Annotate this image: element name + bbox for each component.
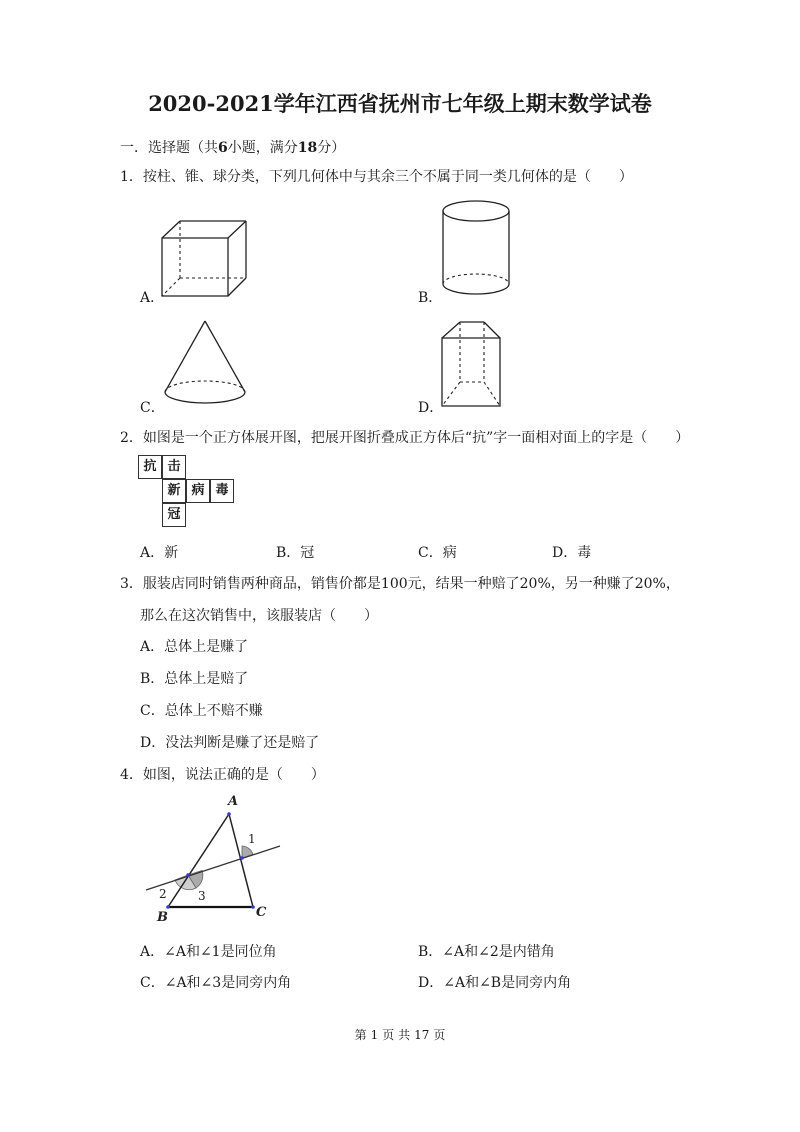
vertex-label-b: B	[157, 910, 168, 925]
question-2-option-a: A．新	[140, 545, 179, 561]
footer-pre: 第	[354, 1028, 367, 1042]
question-4-option-c: C．∠A和∠3是同旁内角	[140, 975, 292, 991]
net-cell-du: 毒	[210, 479, 234, 503]
net-cell-bing: 病	[186, 479, 210, 503]
section-count: 6	[218, 140, 228, 156]
triangle-diagram	[140, 790, 290, 925]
vertex-label-c: C	[256, 905, 267, 920]
net-cell-guan: 冠	[162, 503, 186, 527]
question-4-option-d: D．∠A和∠B是同旁内角	[418, 975, 572, 991]
angle-label-3: 3	[198, 889, 206, 903]
question-1-option-d: D．	[418, 400, 444, 416]
question-3-option-d: D．没法判断是赚了还是赔了	[140, 735, 320, 751]
cylinder-figure	[438, 198, 514, 300]
question-1-stem: 1．按柱、锥、球分类，下列几何体中与其余三个不属于同一类几何体的是（ ）	[120, 169, 633, 185]
question-4-stem: 4．如图，说法正确的是（ ）	[120, 767, 325, 783]
footer-total-pages: 17	[414, 1028, 430, 1042]
net-cell-xin: 新	[162, 479, 186, 503]
vertex-label-a: A	[228, 794, 239, 809]
section-suffix: 分）	[317, 140, 346, 156]
question-2-option-d: D．毒	[552, 545, 592, 561]
question-3-option-a: A．总体上是赚了	[140, 639, 249, 655]
question-2-option-b: B．冠	[276, 545, 315, 561]
question-2-option-c: C．病	[418, 545, 457, 561]
section-mid: 小题，满分	[227, 140, 298, 156]
question-4-option-a: A．∠A和∠1是同位角	[140, 944, 277, 960]
footer-page-number: 1	[370, 1028, 379, 1042]
footer-mid: 页 共	[382, 1028, 411, 1042]
cube-net	[138, 455, 238, 529]
footer-post: 页	[433, 1028, 446, 1042]
question-3-option-b: B．总体上是赔了	[140, 671, 249, 687]
question-3-option-c: C．总体上不赔不赚	[140, 703, 263, 719]
prism-figure	[438, 318, 504, 410]
question-1-option-a: A．	[140, 290, 165, 306]
angle-label-1: 1	[248, 832, 256, 846]
page-title: 2020-2021学年江西省抚州市七年级上期末数学试卷	[148, 91, 652, 116]
section-prefix: 一．选择题（共	[120, 140, 218, 156]
question-1-option-b: B．	[418, 290, 443, 306]
net-cell-kang: 抗	[138, 455, 162, 479]
cube-figure	[158, 218, 250, 300]
question-3-stem-line1: 3．服装店同时销售两种商品，销售价都是100元，结果一种赔了20%，另一种赚了20%，	[120, 576, 680, 592]
section-heading	[120, 137, 345, 157]
section-score: 18	[297, 140, 318, 156]
angle-label-2: 2	[159, 887, 167, 901]
cone-figure	[160, 318, 250, 408]
net-cell-ji: 击	[162, 455, 186, 479]
page-footer	[0, 1026, 800, 1043]
question-4-option-b: B．∠A和∠2是内错角	[418, 944, 555, 960]
question-2-stem: 2．如图是一个正方体展开图，把展开图折叠成正方体后“抗”字一面相对面上的字是（ ）	[120, 430, 690, 446]
question-3-stem-line2: 那么在这次销售中，该服装店（ ）	[140, 608, 378, 624]
question-1-option-c: C．	[140, 400, 165, 416]
